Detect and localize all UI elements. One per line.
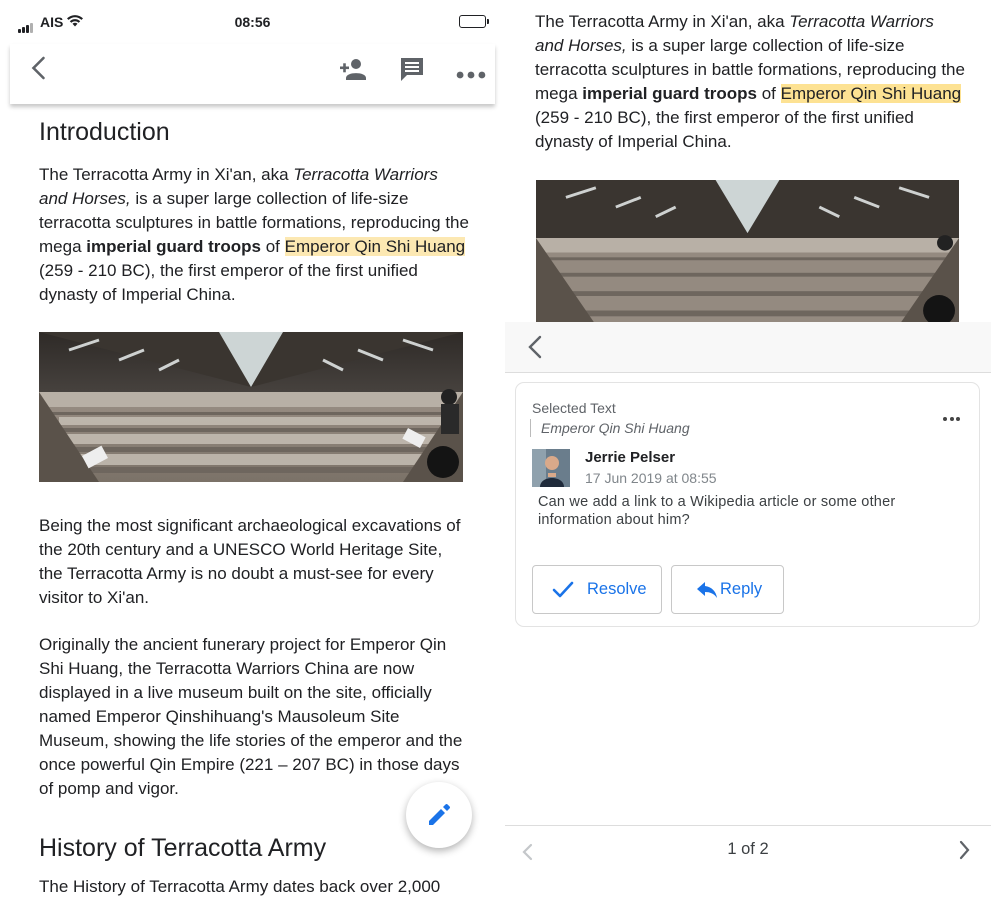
text-run: is a super large collection of life-size terracotta sculptures in battle formations, reproducing the mega [535,36,965,103]
commented-text-highlight[interactable]: Emperor Qin Shi Huang [780,84,962,103]
resolve-button[interactable] [532,565,662,614]
commented-text-highlight[interactable]: Emperor Qin Shi Huang [284,237,466,256]
more-horizontal-icon[interactable] [943,408,963,426]
pager-count: 1 of 2 [727,840,769,858]
back-arrow-icon[interactable] [28,56,52,80]
text-run: of [261,237,285,256]
selected-text-quote: Emperor Qin Shi Huang [530,419,690,437]
checkmark-icon [552,581,574,599]
more-horizontal-icon[interactable] [456,62,486,88]
edit-fab-button[interactable] [406,782,472,848]
pencil-icon [426,802,452,828]
chevron-right-icon[interactable] [958,840,970,860]
document-body [39,108,469,899]
text-run-bold: imperial guard troops [582,84,757,103]
comment-sheet [505,322,991,882]
text-run: of [757,84,781,103]
text-run-bold: imperial guard troops [86,237,261,256]
comment-icon[interactable] [397,56,427,82]
comment-view [505,0,1000,882]
carrier-label: AIS [40,14,64,30]
avatar [532,449,570,487]
paragraph: Originally the ancient funerary project for Emperor Qin Shi Huang, the Terracotta Warriors China are now displayed in a live museum built on the site, officially named Emperor Qinshihuang's Mausoleum Site Museum, showing the life stories of the emperor and the once powerful Qin Empire (221 – 207 BC) in those days of pomp and vigor. [39,635,463,798]
back-arrow-icon[interactable] [525,334,547,360]
paragraph: The History of Terracotta Army dates back over 2,000 [39,877,441,896]
paragraph: Being the most significant archaeological excavations of the 20th century and a UNESCO World Heritage Site, the Terracotta Army is no doubt a must-see for every visitor to Xi'an. [39,516,461,607]
status-bar [0,0,505,44]
history-heading: History of Terracotta Army [39,834,327,862]
text-run: is a super large collection of life-size terracotta sculptures in battle formations, reproducing the mega [39,189,469,256]
reply-arrow-icon [696,581,718,599]
terracotta-army-photo [39,332,463,482]
comment-card [515,382,980,627]
text-run: (259 - 210 BC), the first emperor of the first unified dynasty of Imperial China. [39,261,418,304]
comment-author: Jerrie Pelser [585,449,676,466]
reply-button[interactable] [671,565,784,614]
intro-paragraph [535,10,965,154]
status-time: 08:56 [234,14,271,30]
comment-pager [505,825,991,882]
text-run-italic: Terracotta Warriors and Horses, [535,12,934,55]
battery-icon [459,15,486,28]
resolve-label: Resolve [587,580,647,598]
intro-paragraph [39,163,469,307]
comment-sheet-header [505,322,991,373]
terracotta-army-photo [536,180,959,325]
app-bar [10,44,495,104]
add-person-icon[interactable] [339,56,369,82]
text-run: (259 - 210 BC), the first emperor of the first unified dynasty of Imperial China. [535,108,914,151]
text-run-italic: Terracotta Warriors and Horses, [39,165,438,208]
reply-label: Reply [720,580,763,598]
text-run: The Terracotta Army in Xi'an, aka [39,165,294,184]
document-body [535,10,965,154]
comment-timestamp: 17 Jun 2019 at 08:55 [585,470,717,486]
comment-text: Can we add a link to a Wikipedia article or some other information about him? [538,494,896,528]
intro-heading: Introduction [39,118,170,146]
text-run: The Terracotta Army in Xi'an, aka [535,12,790,31]
selected-text-label: Selected Text [532,400,616,416]
